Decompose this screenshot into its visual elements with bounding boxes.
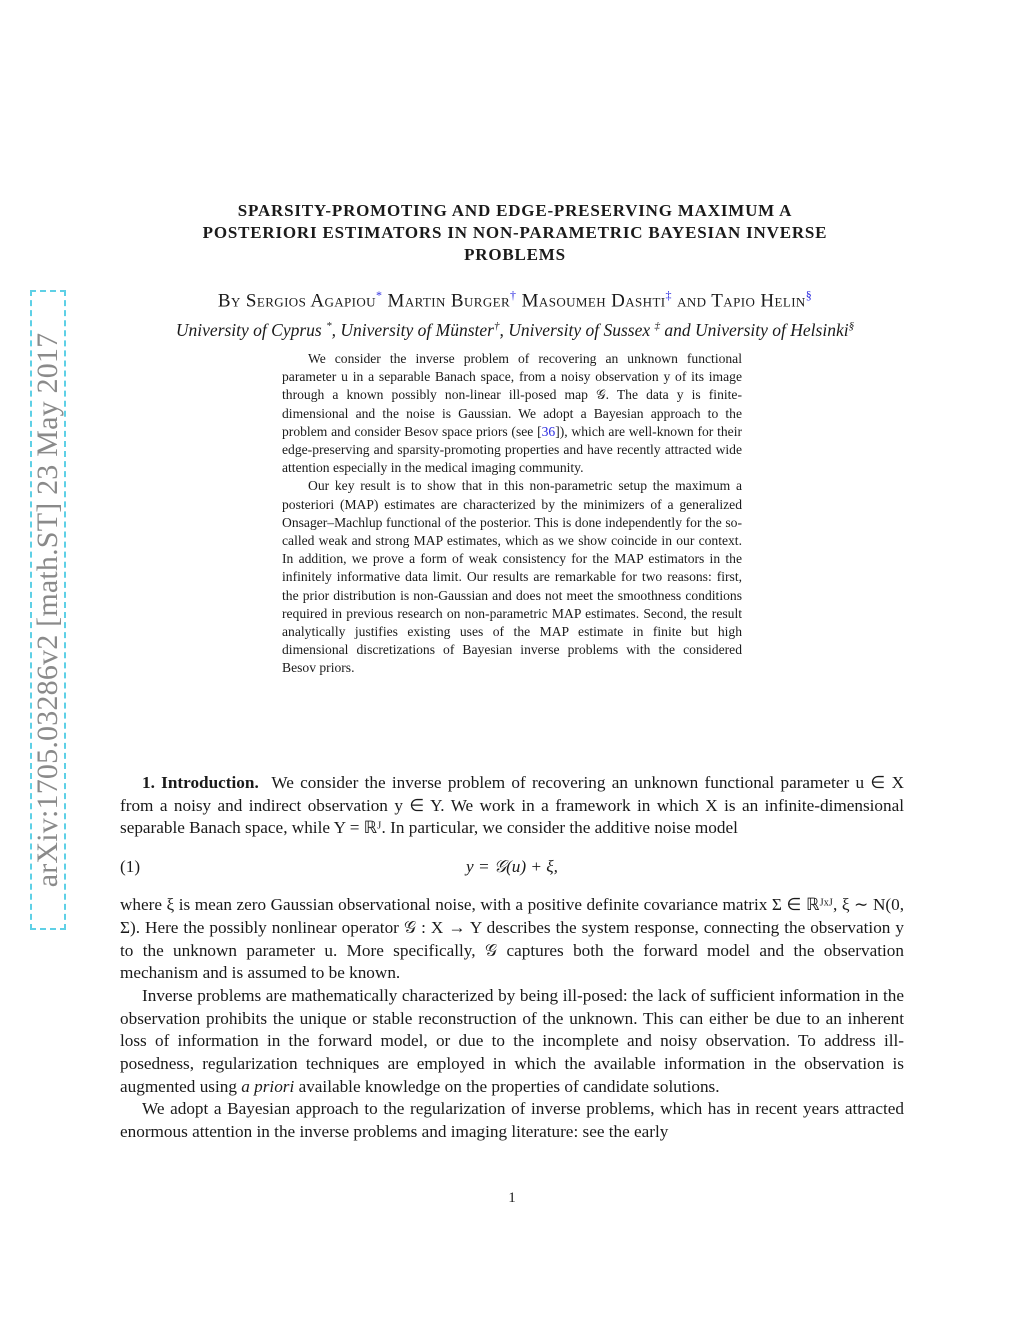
author-footnote-mark[interactable]: § — [805, 288, 813, 302]
intro-paragraph-3 — [120, 985, 904, 1099]
affiliation-mark: ‡ — [654, 320, 660, 333]
affiliations: University of Cyprus *, University of Münster†, University of Sussex ‡ and University of Helsinki§ — [175, 320, 855, 340]
paper-title — [120, 200, 910, 266]
intro-paragraph-1 — [120, 772, 904, 840]
abstract-text: We consider the inverse problem of recovering an unknown functional parameter u in a separable Banach space, from a noisy observation y of its image through a known possibly non-linear ill-posed map 𝒢. The data y is finite-dimensional and the noise is Gaussian. We adopt a Bayesian approach to the problem and consider Besov space priors (see [ — [282, 351, 742, 439]
abstract-text: ]), which are well-known for their edge-preserving and sparsity-promoting properties and have recently attracted wide attention especially in the medical imaging community. — [282, 423, 742, 476]
equation-1 — [120, 850, 904, 886]
emphasis-text: a priori — [241, 1076, 295, 1096]
author-footnote-mark[interactable]: ‡ — [665, 288, 672, 302]
author-helin: Tapio Helin — [711, 290, 806, 312]
affiliation-munster: University of Münster — [340, 320, 494, 340]
author-conjunction: and — [677, 290, 707, 312]
paragraph-text: We consider the inverse problem of recovering an unknown functional parameter u ∈ X from a noisy and indirect observation y ∈ Y. We work in a framework in which X is an infinite-dimensional separable Banach space, while Y = ℝᴶ. In particular, we consider the additive noise model — [120, 773, 905, 838]
abstract — [282, 350, 742, 678]
title-line-3: PROBLEMS — [464, 245, 566, 264]
affiliation-mark: § — [848, 320, 855, 333]
title-line-2: POSTERIORI ESTIMATORS IN NON-PARAMETRIC BAYESIAN INVERSE — [202, 223, 828, 242]
arxiv-identifier-stamp[interactable] — [30, 290, 66, 930]
page-number: 1 — [508, 1190, 516, 1206]
affiliation-cyprus: University of Cyprus — [175, 320, 322, 340]
abstract-paragraph-2: Our key result is to show that in this non-parametric setup the maximum a posteriori (MAP) estimates are characterized by the minimizers of a generalized Onsager–Machlup functional of the posterior. This is done independently for the so-called weak and strong MAP estimates, which as we show coincide in our context. In addition, we prove a form of weak consistency for the MAP estimators in the infinitely informative data limit. Our results are remarkable for two reasons: first, the prior distribution is non-Gaussian and does not meet the smoothness conditions required in previous research on non-parametric MAP estimates. Second, the result analytically justifies existing uses of the MAP estimate in finite but high dimensional discretizations of Bayesian inverse problems with the considered Besov priors. — [282, 478, 742, 676]
paragraph-text: available knowledge on the properties of candidate solutions. — [298, 1076, 720, 1096]
title-line-1: SPARSITY-PROMOTING AND EDGE-PRESERVING MAXIMUM A — [237, 201, 793, 220]
abstract-paragraph-1 — [282, 350, 742, 477]
author-agapiou: Sergios Agapiou — [245, 290, 376, 312]
arxiv-identifier-text: arXiv:1705.03286v2 [math.ST] 23 May 2017 — [31, 332, 64, 888]
introduction-section — [120, 772, 904, 1144]
affiliation-sussex: University of Sussex — [508, 320, 651, 340]
equation-content: y = 𝒢(u) + ξ, — [466, 857, 558, 877]
intro-paragraph-4: We adopt a Bayesian approach to the regularization of inverse problems, which has in recent years attracted enormous attention in the inverse problems and imaging literature: see the early — [120, 1099, 904, 1142]
affiliation-helsinki: and University of Helsinki — [664, 320, 849, 340]
equation-number: (1) — [120, 857, 141, 877]
intro-paragraph-2: where ξ is mean zero Gaussian observational noise, with a positive definite covariance matrix Σ ∈ ℝᴶˣᴶ, ξ ∼ N(0, Σ). Here the possibly nonlinear operator 𝒢 : X → Y describes the system response, connecting the observation y to the unknown parameter u. More specifically, 𝒢 captures both the forward model and the observation mechanism and is assumed to be known. — [120, 895, 904, 983]
affiliation-mark: † — [493, 320, 500, 333]
paragraph-text: Inverse problems are mathematically characterized by being ill-posed: the lack of sufficient information in the observation prohibits the unique or stable reconstruction of the unknown. This can either be due to an inherent loss of information in the forward model, or due to the incomplete and noisy observation. To address ill-posedness, regularization techniques are employed in which the available information in the observation is augmented using — [120, 985, 904, 1096]
author-list — [120, 288, 910, 312]
affiliation-mark: * — [326, 320, 332, 333]
author-footnote-mark[interactable]: † — [510, 288, 517, 302]
citation-link[interactable]: 36 — [541, 423, 556, 439]
author-burger: Martin Burger — [387, 290, 511, 312]
author-footnote-mark[interactable]: * — [375, 288, 383, 302]
author-dashti: Masoumeh Dashti — [521, 290, 666, 312]
section-heading: 1. Introduction. — [142, 773, 259, 792]
author-prefix: By — [217, 290, 241, 312]
